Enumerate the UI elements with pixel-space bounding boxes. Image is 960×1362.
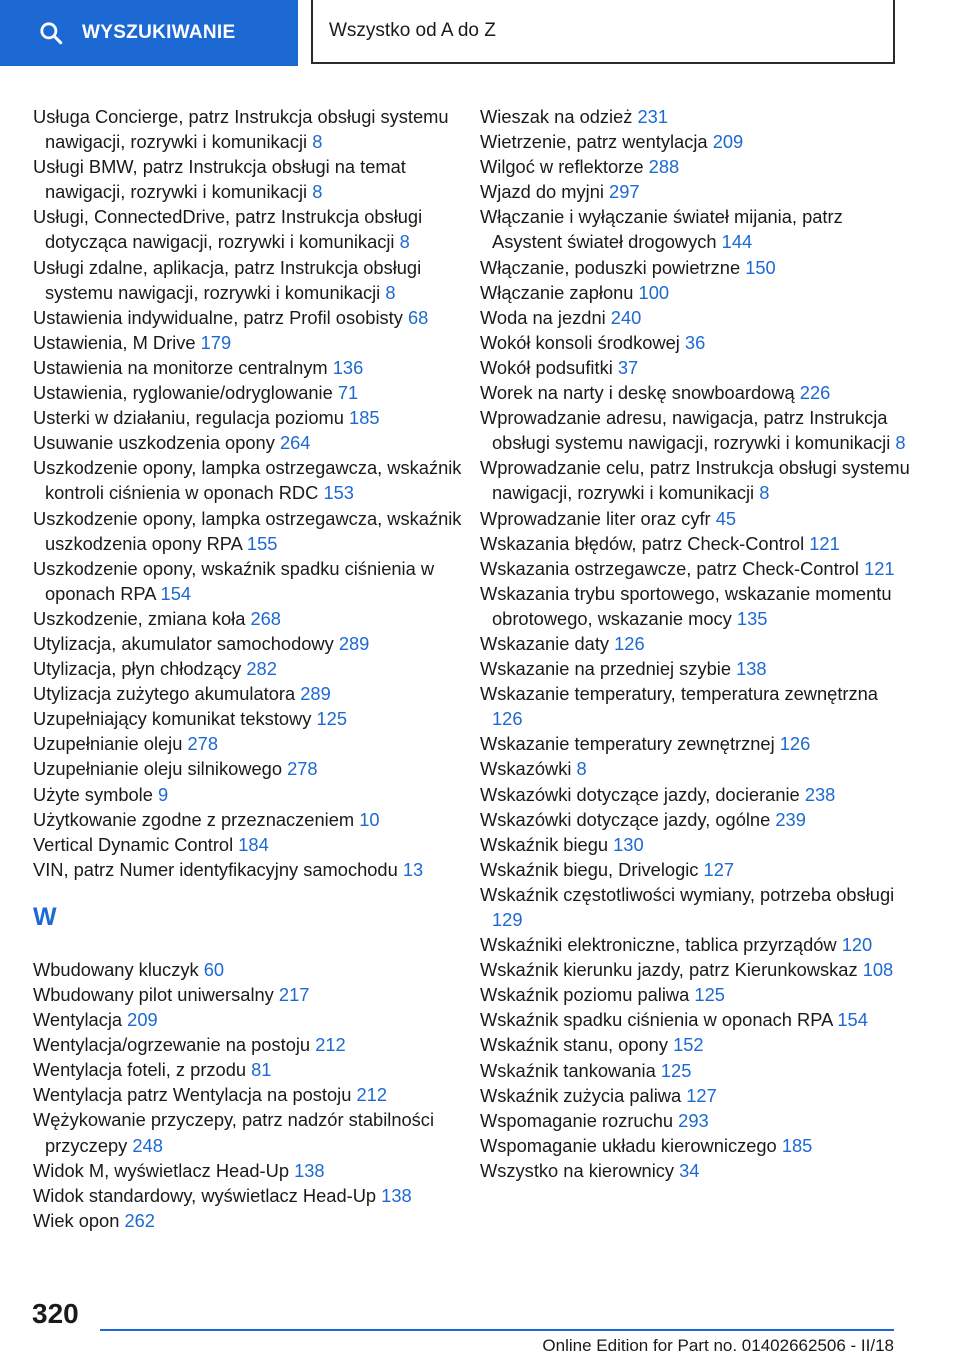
index-entry bbox=[480, 581, 910, 631]
index-entry bbox=[33, 1107, 463, 1157]
page-reference-link[interactable]: 10 bbox=[359, 808, 380, 830]
index-entry bbox=[33, 405, 463, 430]
page-reference-link[interactable]: 125 bbox=[660, 1059, 692, 1081]
page-reference-link[interactable]: 138 bbox=[294, 1159, 325, 1181]
index-entry bbox=[480, 204, 910, 254]
page-reference-link[interactable]: 8 bbox=[399, 231, 410, 253]
page-reference-link[interactable]: 152 bbox=[673, 1034, 704, 1056]
page-reference-link[interactable]: 209 bbox=[127, 1009, 158, 1031]
page-reference-link[interactable]: 289 bbox=[338, 632, 370, 654]
index-entry bbox=[33, 154, 463, 204]
index-entry bbox=[33, 756, 463, 781]
page-reference-link[interactable]: 185 bbox=[781, 1134, 813, 1156]
index-entry bbox=[480, 556, 910, 581]
index-entry bbox=[480, 857, 910, 882]
index-entry bbox=[480, 631, 910, 656]
index-entry-text: Wentylacja foteli, z przodu bbox=[33, 1059, 247, 1081]
page-reference-link[interactable]: 45 bbox=[715, 507, 737, 529]
page-reference-link[interactable]: 127 bbox=[686, 1084, 717, 1106]
page-reference-link[interactable]: 8 bbox=[895, 432, 906, 454]
page-reference-link[interactable]: 37 bbox=[617, 356, 639, 378]
index-entry bbox=[480, 882, 910, 932]
footer-divider bbox=[100, 1329, 894, 1331]
page-reference-link[interactable]: 212 bbox=[315, 1034, 346, 1056]
index-entry-text: Wspomaganie rozruchu bbox=[480, 1109, 674, 1131]
edition-footer: Online Edition for Part no. 01402662506 - II/18 bbox=[542, 1336, 894, 1355]
index-entry bbox=[33, 455, 463, 505]
index-entry-text: Wskaźnik częstotliwości wymiany, potrzeba obsługi bbox=[480, 883, 895, 905]
index-entry bbox=[480, 832, 910, 857]
index-entry-text: Użytkowanie zgodne z przeznaczeniem bbox=[33, 808, 355, 830]
index-entry bbox=[480, 154, 910, 179]
page-reference-link[interactable]: 138 bbox=[736, 658, 767, 680]
index-entry-text: Utylizacja, płyn chłodzący bbox=[33, 658, 242, 680]
index-entry bbox=[33, 957, 463, 982]
index-entry bbox=[33, 355, 463, 380]
index-entry-text: Ustawienia, ryglowanie/odryglowanie bbox=[33, 382, 333, 404]
index-entry bbox=[33, 1183, 463, 1208]
page-reference-link[interactable]: 36 bbox=[684, 331, 706, 353]
index-entry-text: Wentylacja/ogrzewanie na postoju bbox=[33, 1034, 311, 1056]
index-entry-text: Wprowadzanie adresu, nawigacja, patrz Instrukcja obsługi systemu nawigacji, rozrywki i komunikacji bbox=[480, 407, 891, 454]
index-entry bbox=[480, 129, 910, 154]
index-entry-text: Wskaźnik biegu, Drivelogic bbox=[480, 858, 699, 880]
index-entry bbox=[33, 1032, 463, 1057]
page-reference-link[interactable]: 154 bbox=[160, 582, 192, 604]
page-reference-link[interactable]: 13 bbox=[402, 858, 424, 880]
index-entry-text: Włączanie, poduszki powietrzne bbox=[480, 256, 741, 278]
index-column-left bbox=[33, 104, 463, 1233]
page-reference-link[interactable]: 185 bbox=[349, 407, 380, 429]
index-entry bbox=[480, 656, 910, 681]
index-entry bbox=[33, 204, 463, 254]
index-entry-text: Usługi zdalne, aplikacja, patrz Instrukcja obsługi systemu nawigacji, rozrywki i komunikacji bbox=[33, 256, 422, 303]
page-reference-link[interactable]: 288 bbox=[648, 156, 680, 178]
index-list-u-v bbox=[33, 104, 463, 882]
index-entry-text: Wietrzenie, patrz wentylacja bbox=[480, 131, 708, 153]
index-entry-text: Woda na jezdni bbox=[480, 306, 606, 328]
index-entry-text: Usterki w działaniu, regulacja poziomu bbox=[33, 407, 344, 429]
index-entry bbox=[33, 430, 463, 455]
page-reference-link[interactable]: 144 bbox=[721, 231, 753, 253]
index-entry bbox=[480, 1058, 910, 1083]
index-entry-text: Usługa Concierge, patrz Instrukcja obsługi systemu nawigacji, rozrywki i komunikacji bbox=[33, 106, 449, 153]
page-reference-link[interactable]: 126 bbox=[614, 632, 645, 654]
page-reference-link[interactable]: 226 bbox=[799, 382, 831, 404]
index-list-w-left bbox=[33, 957, 463, 1233]
index-entry bbox=[480, 1007, 910, 1032]
index-entry-text: Wskaźnik poziomu paliwa bbox=[480, 984, 690, 1006]
page-reference-link[interactable]: 184 bbox=[238, 833, 269, 855]
index-entry bbox=[33, 656, 463, 681]
index-entry-text: Wskazanie temperatury zewnętrznej bbox=[480, 733, 775, 755]
index-entry-text: Wokół konsoli środkowej bbox=[480, 331, 680, 353]
index-entry-text: Uzupełnianie oleju silnikowego bbox=[33, 758, 282, 780]
index-entry bbox=[480, 1083, 910, 1108]
index-entry bbox=[33, 330, 463, 355]
index-entry-text: Wprowadzanie liter oraz cyfr bbox=[480, 507, 711, 529]
index-entry-text: Włączanie zapłonu bbox=[480, 281, 634, 303]
index-entry-text: Uszkodzenie opony, lampka ostrzegawcza, wskaźnik uszkodzenia opony RPA bbox=[33, 507, 462, 554]
index-entry-text: Wieszak na odzież bbox=[480, 106, 633, 127]
index-entry bbox=[480, 1133, 910, 1158]
index-entry-text: Uzupełniający komunikat tekstowy bbox=[33, 708, 312, 730]
index-entry-text: Uszkodzenie, zmiana koła bbox=[33, 607, 246, 629]
index-entry bbox=[33, 807, 463, 832]
index-entry bbox=[480, 179, 910, 204]
index-entry bbox=[33, 1007, 463, 1032]
index-entry bbox=[480, 807, 910, 832]
index-entry bbox=[33, 731, 463, 756]
page-reference-link[interactable]: 264 bbox=[279, 432, 311, 454]
index-entry bbox=[33, 982, 463, 1007]
page-reference-link[interactable]: 289 bbox=[300, 683, 331, 705]
page-reference-link[interactable]: 212 bbox=[356, 1084, 388, 1106]
index-entry-text: Wskaźnik kierunku jazdy, patrz Kierunkowskaz bbox=[480, 959, 858, 981]
page-reference-link[interactable]: 8 bbox=[312, 181, 323, 203]
index-entry-text: Wbudowany kluczyk bbox=[33, 958, 199, 980]
index-entry-text: Wskazówki bbox=[480, 758, 572, 780]
index-entry bbox=[33, 104, 463, 154]
index-entry-text: Widok M, wyświetlacz Head-Up bbox=[33, 1159, 289, 1181]
index-entry-text: Usuwanie uszkodzenia opony bbox=[33, 432, 275, 454]
page-reference-link[interactable]: 278 bbox=[187, 733, 219, 755]
search-icon bbox=[38, 20, 64, 46]
index-entry-text: Ustawienia indywidualne, patrz Profil osobisty bbox=[33, 306, 403, 328]
index-entry-text: Utylizacja, akumulator samochodowy bbox=[33, 632, 334, 654]
index-entry bbox=[480, 104, 910, 129]
top-bar bbox=[0, 0, 960, 66]
page-reference-link[interactable]: 136 bbox=[332, 356, 364, 378]
index-entry bbox=[33, 380, 463, 405]
page-reference-link[interactable]: 155 bbox=[246, 532, 278, 554]
page-reference-link[interactable]: 34 bbox=[679, 1159, 700, 1181]
index-entry-text: Uzupełnianie oleju bbox=[33, 733, 183, 755]
index-entry bbox=[480, 782, 910, 807]
index-entry bbox=[480, 355, 910, 380]
index-entry bbox=[33, 832, 463, 857]
page-reference-link[interactable]: 8 bbox=[312, 131, 323, 153]
page-reference-link[interactable]: 293 bbox=[678, 1109, 709, 1131]
page-reference-link[interactable]: 135 bbox=[736, 607, 768, 629]
page-reference-link[interactable]: 240 bbox=[610, 306, 642, 328]
index-entry bbox=[480, 1158, 910, 1183]
section-letter: W bbox=[33, 902, 57, 931]
index-entry bbox=[33, 681, 463, 706]
page-reference-link[interactable]: 108 bbox=[862, 959, 894, 981]
page-reference-link[interactable]: 231 bbox=[637, 106, 669, 127]
index-entry bbox=[480, 957, 910, 982]
index-entry-text: Wskazania trybu sportowego, wskazanie momentu obrotowego, wskazanie mocy bbox=[480, 582, 892, 629]
page-reference-link[interactable]: 60 bbox=[203, 958, 225, 980]
page-reference-link[interactable]: 282 bbox=[246, 658, 277, 680]
index-entry-text: Wjazd do myjni bbox=[480, 181, 604, 203]
index-entry-text: Wężykowanie przyczepy, patrz nadzór stabilności przyczepy bbox=[33, 1109, 434, 1156]
index-entry-text: Wskaźnik stanu, opony bbox=[480, 1034, 668, 1056]
index-entry bbox=[33, 1082, 463, 1107]
page-reference-link[interactable]: 150 bbox=[745, 256, 776, 278]
breadcrumb-label: Wszystko od A do Z bbox=[329, 20, 496, 41]
page-reference-link[interactable]: 68 bbox=[407, 306, 429, 328]
index-entry-text: Użyte symbole bbox=[33, 783, 153, 805]
index-entry-text: Wilgoć w reflektorze bbox=[480, 156, 644, 178]
page-reference-link[interactable]: 120 bbox=[841, 934, 873, 956]
index-entry bbox=[33, 255, 463, 305]
page-reference-link[interactable]: 121 bbox=[864, 557, 895, 579]
index-entry-text: Wskazania ostrzegawcze, patrz Check-Control bbox=[480, 557, 859, 579]
index-entry-text: VIN, patrz Numer identyfikacyjny samochodu bbox=[33, 858, 398, 880]
index-entry bbox=[480, 982, 910, 1007]
index-entry bbox=[480, 280, 910, 305]
index-entry-text: Uszkodzenie opony, lampka ostrzegawcza, wskaźnik kontroli ciśnienia w oponach RDC bbox=[33, 457, 462, 504]
page-reference-link[interactable]: 238 bbox=[804, 783, 836, 805]
index-entry bbox=[480, 506, 910, 531]
index-entry-text: Wskazanie daty bbox=[480, 632, 610, 654]
page-reference-link[interactable]: 129 bbox=[492, 909, 523, 930]
index-entry-text: Wskazówki dotyczące jazdy, docieranie bbox=[480, 783, 800, 805]
index-entry-text: Widok standardowy, wyświetlacz Head-Up bbox=[33, 1184, 377, 1206]
page-reference-link[interactable]: 8 bbox=[576, 758, 587, 780]
page-reference-link[interactable]: 130 bbox=[613, 833, 644, 855]
index-entry-text: Wskaźnik tankowania bbox=[480, 1059, 656, 1081]
page-reference-link[interactable]: 121 bbox=[809, 532, 840, 554]
index-entry bbox=[480, 255, 910, 280]
page-reference-link[interactable]: 81 bbox=[251, 1059, 272, 1081]
index-entry-text: Usługi, ConnectedDrive, patrz Instrukcja obsługi dotycząca nawigacji, rozrywki i komunikacji bbox=[33, 206, 423, 253]
index-entry bbox=[33, 1057, 463, 1082]
page-reference-link[interactable]: 126 bbox=[492, 708, 523, 730]
index-entry bbox=[480, 756, 910, 781]
index-entry-text: Wskazanie temperatury, temperatura zewnętrzna bbox=[480, 683, 878, 705]
page-reference-link[interactable]: 268 bbox=[250, 607, 281, 629]
index-entry-text: Wskazanie na przedniej szybie bbox=[480, 658, 731, 680]
index-entry-text: Wentylacja patrz Wentylacja na postoju bbox=[33, 1084, 352, 1106]
index-entry-text: Włączanie i wyłączanie świateł mijania, patrz Asystent świateł drogowych bbox=[480, 206, 843, 253]
index-entry-text: Wbudowany pilot uniwersalny bbox=[33, 984, 274, 1005]
index-entry-text: Wskazówki dotyczące jazdy, ogólne bbox=[480, 808, 771, 830]
page-reference-link[interactable]: 262 bbox=[124, 1209, 155, 1231]
page-reference-link[interactable]: 125 bbox=[316, 708, 348, 730]
index-entry bbox=[33, 1158, 463, 1183]
index-entry-text: Ustawienia, M Drive bbox=[33, 331, 196, 353]
page-reference-link[interactable]: 126 bbox=[779, 733, 811, 755]
index-entry-text: Worek na narty i deskę snowboardową bbox=[480, 382, 795, 404]
page-reference-link[interactable]: 127 bbox=[703, 858, 735, 880]
index-entry-text: Usługi BMW, patrz Instrukcja obsługi na temat nawigacji, rozrywki i komunikacji bbox=[33, 156, 406, 203]
page-reference-link[interactable]: 278 bbox=[287, 758, 318, 780]
index-entry bbox=[480, 681, 910, 731]
index-entry bbox=[33, 631, 463, 656]
index-entry bbox=[33, 706, 463, 731]
index-entry bbox=[480, 305, 910, 330]
index-entry bbox=[480, 455, 910, 505]
index-entry bbox=[480, 1032, 910, 1057]
page-reference-link[interactable]: 138 bbox=[381, 1184, 412, 1206]
index-entry bbox=[480, 380, 910, 405]
index-entry bbox=[33, 556, 463, 606]
index-entry bbox=[33, 305, 463, 330]
page-reference-link[interactable]: 125 bbox=[694, 984, 725, 1006]
index-column-right bbox=[480, 104, 910, 1183]
index-entry bbox=[33, 782, 463, 807]
index-entry-text: Wskaźnik zużycia paliwa bbox=[480, 1084, 682, 1106]
index-entry bbox=[480, 932, 910, 957]
page-reference-link[interactable]: 154 bbox=[837, 1009, 868, 1031]
page-reference-link[interactable]: 153 bbox=[323, 482, 354, 504]
page-reference-link[interactable]: 248 bbox=[132, 1134, 163, 1156]
page-number: 320 bbox=[32, 1298, 79, 1329]
index-entry bbox=[33, 1208, 463, 1233]
index-entry-text: Ustawienia na monitorze centralnym bbox=[33, 356, 328, 378]
index-list-w-right bbox=[480, 104, 910, 1183]
page-reference-link[interactable]: 71 bbox=[337, 382, 359, 404]
search-button[interactable] bbox=[0, 0, 298, 66]
index-entry-text: Wskaźniki elektroniczne, tablica przyrządów bbox=[480, 934, 837, 956]
index-entry bbox=[33, 506, 463, 556]
search-label: WYSZUKIWANIE bbox=[82, 22, 236, 43]
index-entry-text: Uszkodzenie opony, wskaźnik spadku ciśnienia w oponach RPA bbox=[33, 557, 435, 604]
index-entry bbox=[480, 1108, 910, 1133]
index-entry-text: Wspomaganie układu kierowniczego bbox=[480, 1134, 777, 1156]
index-entry-text: Wprowadzanie celu, patrz Instrukcja obsługi systemu nawigacji, rozrywki i komunikacji bbox=[480, 457, 910, 504]
index-entry-text: Wiek opon bbox=[33, 1209, 120, 1231]
index-entry-text: Vertical Dynamic Control bbox=[33, 833, 234, 855]
index-entry bbox=[33, 857, 463, 882]
page-reference-link[interactable]: 179 bbox=[200, 331, 232, 353]
index-entry-text: Wskaźnik biegu bbox=[480, 833, 609, 855]
index-entry bbox=[480, 330, 910, 355]
index-entry-text: Wskaźnik spadku ciśnienia w oponach RPA bbox=[480, 1009, 833, 1031]
index-entry-text: Wokół podsufitki bbox=[480, 356, 613, 378]
page-reference-link[interactable]: 9 bbox=[157, 783, 169, 805]
page-reference-link[interactable]: 8 bbox=[759, 482, 770, 504]
page-reference-link[interactable]: 209 bbox=[712, 131, 744, 153]
page-reference-link[interactable]: 8 bbox=[385, 281, 396, 303]
page-reference-link[interactable]: 217 bbox=[278, 984, 310, 1005]
index-entry-text: Wszystko na kierownicy bbox=[480, 1159, 675, 1181]
index-entry bbox=[480, 405, 910, 455]
page-reference-link[interactable]: 297 bbox=[609, 181, 640, 203]
page-reference-link[interactable]: 100 bbox=[638, 281, 670, 303]
index-entry bbox=[480, 731, 910, 756]
index-entry-text: Utylizacja zużytego akumulatora bbox=[33, 683, 296, 705]
breadcrumb[interactable] bbox=[311, 0, 895, 64]
index-entry bbox=[33, 606, 463, 631]
page-reference-link[interactable]: 239 bbox=[775, 808, 806, 830]
index-entry-text: Wentylacja bbox=[33, 1009, 123, 1031]
index-entry bbox=[480, 531, 910, 556]
index-entry-text: Wskazania błędów, patrz Check-Control bbox=[480, 532, 805, 554]
